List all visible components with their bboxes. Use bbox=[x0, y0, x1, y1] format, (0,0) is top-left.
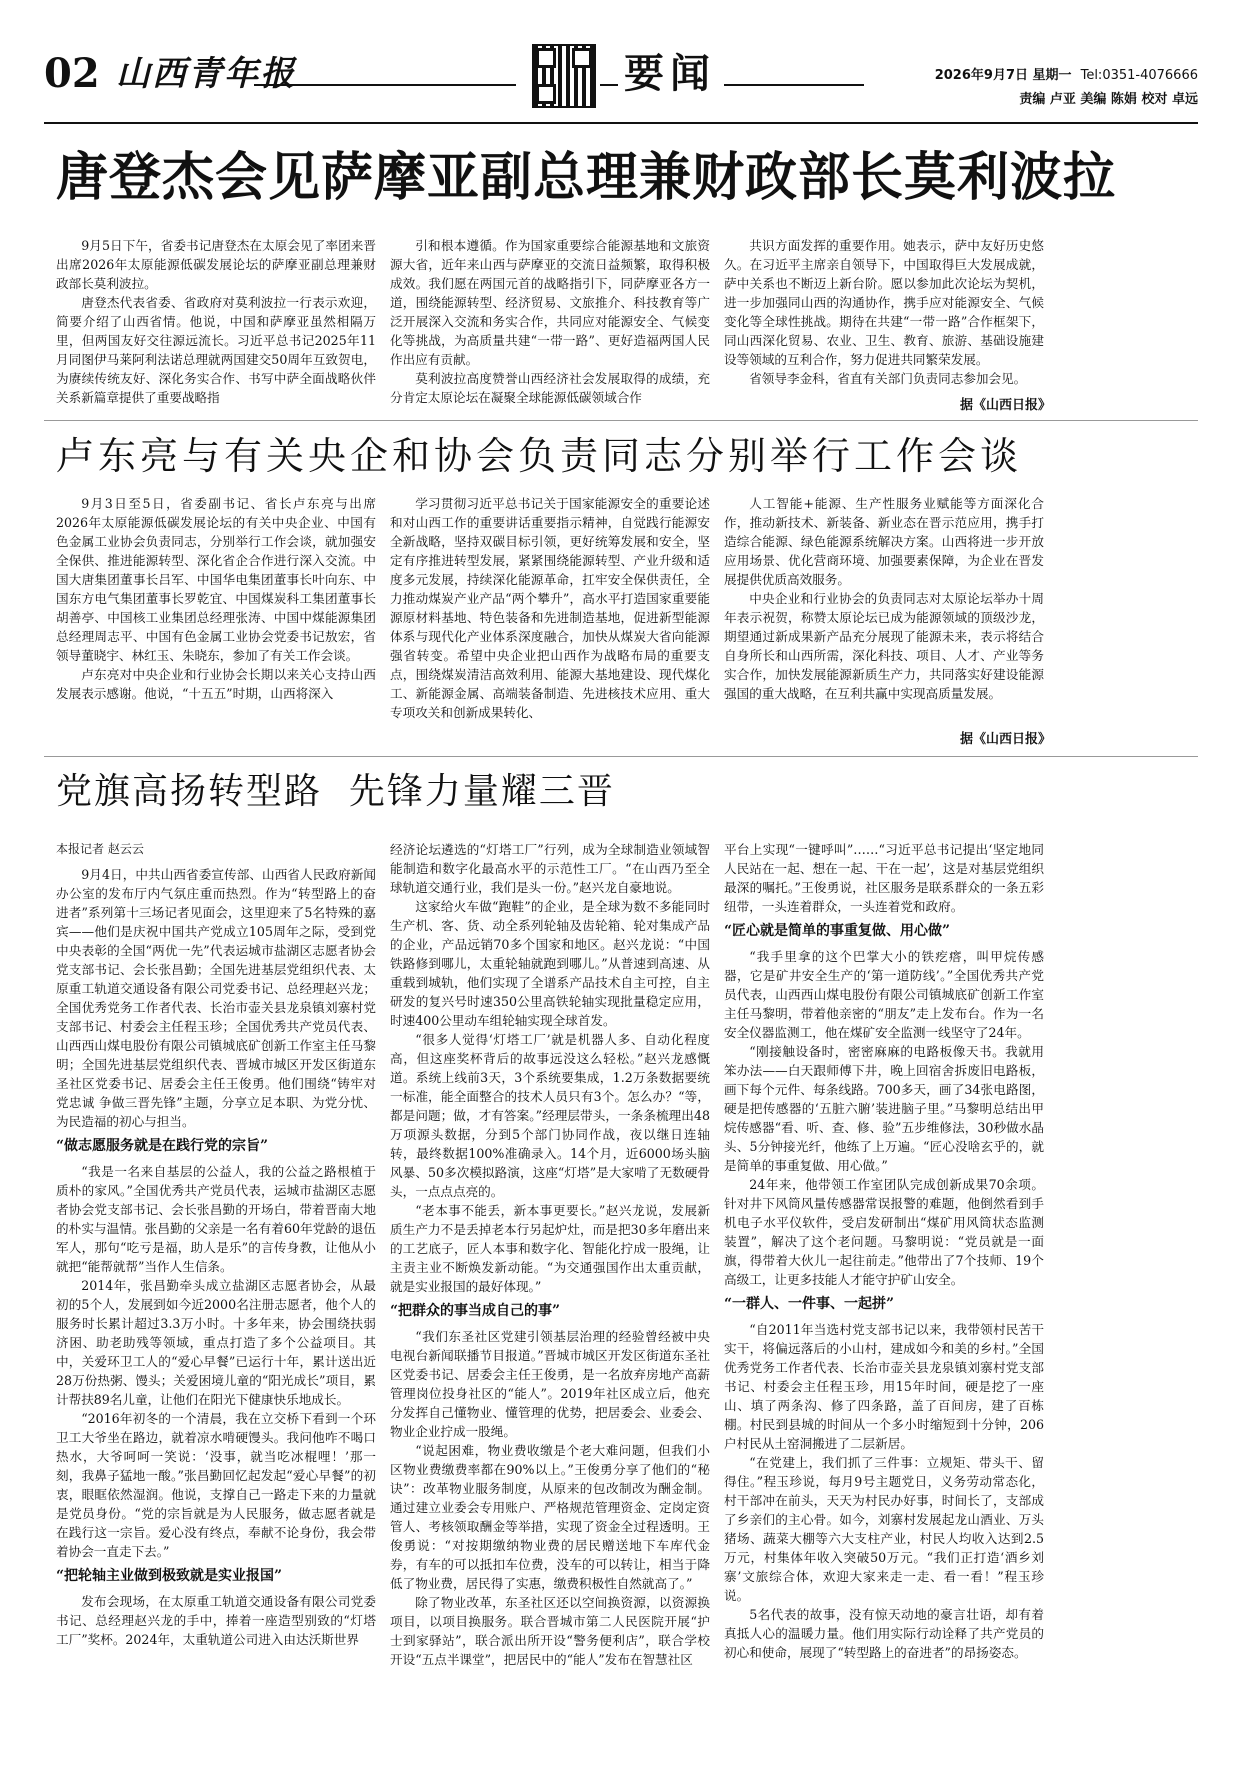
article3-column-2 bbox=[390, 840, 710, 1740]
phone-number: Tel:0351-4076666 bbox=[1080, 68, 1198, 83]
paragraph: “我是一名来自基层的公益人，我的公益之路根植于质朴的家风。”全国优秀共产党员代表，运城市盐湖区志愿者协会党支部书记、会长张昌勤的开场白，带着晋南大地的朴实与温情。张昌勤的父亲是一名有着60年党龄的退伍军人，那句“吃亏是福，助人是乐”的言传身教，让他从小就把“能帮就帮”当作人生信条。 bbox=[56, 1164, 376, 1274]
subheading: “做志愿服务就是在践行党的宗旨” bbox=[56, 1138, 269, 1154]
paragraph: 5名代表的故事，没有惊天动地的豪言壮语，却有着真抵人心的温暖力量。他们用实际行动诠释了共产党员的初心和使命，展现了“转型路上的奋进者”的昂扬姿态。 bbox=[724, 1607, 1044, 1660]
paragraph: 2014年，张昌勤牵头成立盐湖区志愿者协会，从最初的5个人，发展到如今近2000名注册志愿者，他个人的服务时长累计超过3.3万小时。十多年来，协会围绕扶弱济困、助老助残等领域，重点打造了多个公益项目。其中，关爱环卫工人的“爱心早餐”已运行十年，累计送出近28万份热粥、馒头；关爱困境儿童的“阳光成长”项目，累计帮扶89名儿童，让他们在阳光下健康快乐地成长。 bbox=[56, 1278, 376, 1407]
subheading: “一群人、一件事、一起拼” bbox=[724, 1296, 895, 1312]
subheading: “匠心就是简单的事重复做、用心做” bbox=[724, 923, 951, 939]
paragraph: 这家给火车做“跑鞋”的企业，是全球为数不多能同时生产机、客、货、动全系列轮轴及齿轮箱、轮对集成产品的企业，产品远销70多个国家和地区。赵兴龙说：“中国铁路修到哪儿，太重轮轴就跑到哪儿。”从普速到高速、从重载到城轨，他们实现了全谱系产品技术自主可控，自主研发的复兴号时速350公里高铁轮轴实现批量稳定应用，时速400公里动车组轮轴实现全球首发。 bbox=[390, 899, 710, 1028]
editor-credits: 责编 卢亚 美编 陈娟 校对 卓远 bbox=[1019, 92, 1198, 107]
paragraph: 学习贯彻习近平总书记关于国家能源安全的重要论述和对山西工作的重要讲话重要指示精神，自觉践行能源安全新战略，坚持双碳目标引领，更好统筹发展和安全，坚定有序推进转型发展，紧紧围绕能源转型、产业升级和适度多元发展，持续深化能源革命，扛牢安全保供责任，全力推动煤炭产业产品“两个攀升”，高水平打造国家重要能源原材料基地、特色装备和先进制造基地，促进新型能源体系与现代化产业体系深度融合，加快从煤炭大省向能源强省转变。希望中央企业把山西作为战略布局的重要支点，围绕煤炭清洁高效利用、能源大基地建设、现代煤化工、新能源金属、高端装备制造、先进核技术应用、重大专项攻关和创新成果转化、 bbox=[390, 496, 710, 720]
divider-1 bbox=[44, 420, 1198, 421]
paragraph: 发布会现场，在太原重工轨道交通设备有限公司党委书记、总经理赵兴龙的手中，捧着一座造型别致的“灯塔工厂”奖杯。2024年，太重轨道公司进入由达沃斯世界 bbox=[56, 1594, 376, 1647]
divider-2 bbox=[44, 756, 1198, 757]
paragraph: 24年来，他带领工作室团队完成创新成果70余项。针对井下风筒风量传感器常误报警的难题，他倒然看到手机电子水平仪软件，受启发研制出“煤矿用风筒状态监测装置”，解决了这个老问题。马黎明说：“党员就是一面旗，得带着大伙儿一起往前走。”他带出了7个技师、19个高级工，让更多技能人才能守护矿山安全。 bbox=[724, 1177, 1044, 1287]
article1-column-1 bbox=[56, 236, 376, 405]
paragraph: 中央企业和行业协会的负责同志对太原论坛举办十周年表示祝贺，称赞太原论坛已成为能源领域的顶级沙龙，期望通过新成果新产品充分展现了能源未来，表示将结合自身所长和山西所需，深化科技、项目、人才、产业等务实合作，加快发展能源新质生产力，共同落实好建设能源强国的重大战略，在互利共赢中实现高质量发展。 bbox=[724, 591, 1044, 701]
subheading: “把群众的事当成自己的事” bbox=[390, 1303, 561, 1319]
masthead-rule-right bbox=[724, 84, 864, 86]
article1-source: 据《山西日报》 bbox=[960, 398, 1052, 413]
article3-headline: 党旗高扬转型路 先锋力量耀三晋 bbox=[56, 771, 615, 812]
article3-column-3 bbox=[724, 840, 1044, 1740]
article2-column-3 bbox=[724, 494, 1044, 724]
paragraph: “说起困难，物业费收缴是个老大难问题，但我们小区物业费缴费率都在90%以上。”王俊勇分享了他们的“秘诀”：改革物业服务制度，从原来的包改制改为酬金制。通过建立业委会专用账户、严格规范管理资金、定岗定资管人、考核领取酬金等举措，实现了资金全过程透明。王俊勇说：“对按期缴纳物业费的居民赠送地下车库代金券，有车的可以抵扣车位费，没车的可以转让，相当于降低了物业费，居民得了实惠，缴费积极性自然就高了。” bbox=[390, 1443, 710, 1591]
article1-headline: 唐登杰会见萨摩亚副总理兼财政部长莫利波拉 bbox=[56, 147, 1117, 208]
paragraph: “很多人觉得‘灯塔工厂’就是机器人多、自动化程度高，但这座奖杯背后的故事远没这么轻松。”赵兴龙感慨道。系统上线前3天，3个系统要集成，1.2万条数据要统一标准，能全面整合的技术人员只有3个。怎么办？“等，都是问题；做，才有答案。”经理层带头，一条条梳理出48万项源头数据，分到5个部门协同作战，夜以继日连轴转，最终数据100%准确录入。14个月，近6000场头脑风暴、50多次模拟路演，这座“灯塔”是大家啃了无数硬骨头，一点点点亮的。 bbox=[390, 1032, 710, 1199]
paragraph: “在党建上，我们抓了三件事：立规矩、带头干、留得住。”程玉珍说，每月9号主题党日，义务劳动常态化，村干部冲在前头，天天为村民办好事，时间长了，支部成了乡亲们的主心骨。如今，刘寨村发展起龙山酒业、万头猪场、蔬菜大棚等六大支柱产业，村民人均收入达到2.5万元，村集体年收入突破50万元。“我们正打造‘酒乡刘寨’文旅综合体，欢迎大家来走一走、看一看！”程玉珍说。 bbox=[724, 1455, 1044, 1603]
masthead-bottom-rule bbox=[44, 122, 1198, 124]
paragraph: 经济论坛遴选的“灯塔工厂”行列，成为全球制造业领域智能制造和数字化最高水平的示范性工厂。“在山西乃至全球轨道交通行业，我们是头一份。”赵兴龙自豪地说。 bbox=[390, 842, 710, 895]
paragraph: 人工智能+能源、生产性服务业赋能等方面深化合作，推动新技术、新装备、新业态在晋示范应用，携手打造综合能源、绿色能源系统解决方案。山西将进一步开放应用场景、优化营商环境、加强要素保障，为企业在晋发展提供优质高效服务。 bbox=[724, 496, 1044, 587]
paragraph: “我们东圣社区党建引领基层治理的经验曾经被中央电视台新闻联播节目报道。”晋城市城区开发区街道东圣社区党委书记、居委会主任王俊勇，是一名放弃房地产高薪管理岗位投身社区的“能人”。2019年社区成立后，他充分发挥自己懂物业、懂管理的优势，把居委会、业委会、物业企业拧成一股绳。 bbox=[390, 1329, 710, 1439]
paragraph: 卢东亮对中央企业和行业协会长期以来关心支持山西发展表示感谢。他说，“十五五”时期，山西将深入 bbox=[56, 667, 376, 701]
newspaper-logo: 山西青年报 bbox=[116, 54, 296, 94]
section-title: 要闻 bbox=[624, 50, 716, 97]
paragraph: 9月4日，中共山西省委宣传部、山西省人民政府新闻办公室的发布厅内气氛庄重而热烈。作为“转型路上的奋进者”系列第十三场记者见面会，这里迎来了5名特殊的嘉宾——他们是庆祝中国共产党成立105周年之际，受到党中央表彰的全国“两优一先”代表运城市盐湖区志愿者协会党支部书记、会长张昌勤；全国先进基层党组织代表、太原重工轨道交通设备有限公司党委书记、总经理赵兴龙；全国优秀党务工作者代表、长治市壶关县龙泉镇刘寨村党支部书记、村委会主任程玉珍；全国优秀共产党员代表、山西西山煤电股份有限公司镇城底矿创新工作室主任马黎明；全国先进基层党组织代表、晋城市城区开发区街道东圣社区党委书记、居委会主任王俊勇。他们围绕“铸牢对党忠诚 争做三晋先锋”主题，分享立足本职、为党分忧、为民造福的初心与担当。 bbox=[56, 867, 376, 1129]
paragraph: 莫利波拉高度赞誉山西经济社会发展取得的成绩，充分肯定太原论坛在凝聚全球能源低碳领域合作 bbox=[390, 371, 710, 405]
masthead bbox=[44, 44, 1198, 118]
paragraph: 引和根本遵循。作为国家重要综合能源基地和文旅资源大省，近年来山西与萨摩亚的交流日益频繁，取得积极成效。我们愿在两国元首的战略指引下，同萨摩亚各方一道，围绕能源转型、经济贸易、文旅推介、科技教育等广泛开展深入交流和务实合作，共同应对能源安全、气候变化等挑战，为高质量共建“一带一路”、更好造福两国人民作出应有贡献。 bbox=[390, 238, 710, 367]
article1-column-2 bbox=[390, 236, 710, 405]
issue-date: 2026年9月7日 星期一 bbox=[934, 68, 1072, 83]
byline: 本报记者 赵云云 bbox=[56, 842, 144, 856]
dateline bbox=[935, 64, 1198, 83]
masthead-rule-left bbox=[254, 84, 516, 86]
paragraph: “我手里拿的这个巴掌大小的铁疙瘩，叫甲烷传感器，它是矿井安全生产的‘第一道防线’。”全国优秀共产党员代表，山西西山煤电股份有限公司镇城底矿创新工作室主任马黎明，带着他亲密的“朋友”走上发布台。作为一名安全仪器监测工，他在煤矿安全监测一线坚守了24年。 bbox=[724, 949, 1044, 1040]
article2-column-1 bbox=[56, 494, 376, 746]
paragraph: 省领导李金科，省直有关部门负责同志参加会见。 bbox=[749, 371, 1027, 386]
subheading: “把轮轴主业做到极致就是实业报国” bbox=[56, 1568, 283, 1584]
paragraph: 共识方面发挥的重要作用。她表示，萨中友好历史悠久。在习近平主席亲自领导下，中国取得巨大发展成就，萨中关系也不断迈上新台阶。愿以参加此次论坛为契机，进一步加强同山西的沟通协作，携手应对能源安全、气候变化等全球性挑战。期待在共建“一带一路”合作框架下，同山西深化贸易、农业、卫生、教育、旅游、基础设施建设等领域的互利合作，努力促进共同繁荣发展。 bbox=[724, 238, 1044, 367]
paragraph: “刚接触设备时，密密麻麻的电路板像天书。我就用笨办法——白天跟师傅下井，晚上回宿舍拆废旧电路板，画下每个元件、每条线路。700多天，画了34张电路图，硬是把传感器的‘五脏六腑’装进脑子里。”马黎明总结出甲烷传感器“看、听、查、修、验”五步维修法，30秒做水晶头、5分钟接光纤，他练了上万遍。“匠心没啥玄乎的，就是简单的事重复做、用心做。” bbox=[724, 1044, 1044, 1173]
article3-column-1 bbox=[56, 840, 376, 1740]
page-number: 02 bbox=[44, 50, 100, 97]
article2-column-2 bbox=[390, 494, 710, 746]
paragraph: 9月3日至5日，省委副书记、省长卢东亮与出席2026年太原能源低碳发展论坛的有关中央企业、中国有色金属工业协会负责同志，分别举行工作会谈，就加强安全保供、推进能源转型、深化省企合作进行深入交流。中国大唐集团董事长吕军、中国华电集团董事长叶向东、中国东方电气集团董事长罗乾宜、中国煤炭科工集团董事长胡善亭、中国核工业集团总经理张涛、中国中煤能源集团总经理周志平、中国有色金属工业协会党委书记敖宏，省领导董晓宇、林红玉、朱晓东，参加了有关工作会谈。 bbox=[56, 496, 376, 663]
article2-headline: 卢东亮与有关央企和协会负责同志分别举行工作会谈 bbox=[56, 434, 1023, 478]
paragraph: “自2011年当选村党支部书记以来，我带领村民苦干实干，将偏远落后的小山村，建成如今和美的乡村。”全国优秀党务工作者代表、长治市壶关县龙泉镇刘寨村党支部书记、村委会主任程玉珍，用15年时间，硬是挖了一座山、填了两条沟、修了四条路，盖了百间房，建了百栋棚。村民到县城的时间从一个多小时缩短到十分钟，206户村民从土窑洞搬进了二层新居。 bbox=[724, 1322, 1044, 1451]
masthead-rule-mid bbox=[600, 84, 618, 86]
paragraph: 唐登杰代表省委、省政府对莫利波拉一行表示欢迎，简要介绍了山西省情。他说，中国和萨摩亚虽然相隔万里，但两国友好交往源远流长。习近平总书记2025年11月同图伊马莱阿利法诺总理就两国建交50周年互致贺电，为赓续传统友好、深化务实合作、书写中萨全面战略伙伴关系新篇章提供了重要战略指 bbox=[56, 295, 376, 405]
qr-code-icon[interactable] bbox=[532, 44, 596, 108]
paragraph: 除了物业改革，东圣社区还以空间换资源，以资源换项目，以项目换服务。联合晋城市第二人民医院开展“护士到家驿站”，联合派出所开设“警务便利店”，联合学校开设“五点半课堂”，把居民中的“能人”发布在智慧社区 bbox=[390, 1595, 710, 1667]
paragraph: “2016年初冬的一个清晨，我在立交桥下看到一个环卫工大爷坐在路边，就着凉水啃硬馒头。我问他咋不喝口热水，大爷呵呵一笑说：‘没事，就当吃冰棍哩！’那一刻，我鼻子猛地一酸。”张昌勤回忆起发起“爱心早餐”的初衷，眼眶依然湿润。他说，支撑自己一路走下来的力量就是党员身份。“党的宗旨就是为人民服务，做志愿者就是在践行这一宗旨。爱心没有终点，奉献不论身份，我会带着协会一直走下去。” bbox=[56, 1411, 376, 1559]
article2-source: 据《山西日报》 bbox=[960, 732, 1052, 747]
article1-column-3 bbox=[724, 236, 1044, 396]
paragraph: 平台上实现“一键呼叫”……“习近平总书记提出‘坚定地同人民站在一起、想在一起、干在一起’，这是对基层党组织最深的嘱托。”王俊勇说，社区服务是联系群众的一条五彩纽带，一头连着群众，一头连着党和政府。 bbox=[724, 842, 1044, 914]
paragraph: “老本事不能丢，新本事更要长。”赵兴龙说，发展新质生产力不是丢掉老本行另起炉灶，而是把30多年磨出来的工艺底子，匠人本事和数字化、智能化拧成一股绳，让主责主业不断焕发新动能。“为交通强国作出太重贡献，就是实业报国的最好体现。” bbox=[390, 1203, 710, 1294]
paragraph: 9月5日下午，省委书记唐登杰在太原会见了率团来晋出席2026年太原能源低碳发展论坛的萨摩亚副总理兼财政部长莫利波拉。 bbox=[56, 238, 376, 291]
